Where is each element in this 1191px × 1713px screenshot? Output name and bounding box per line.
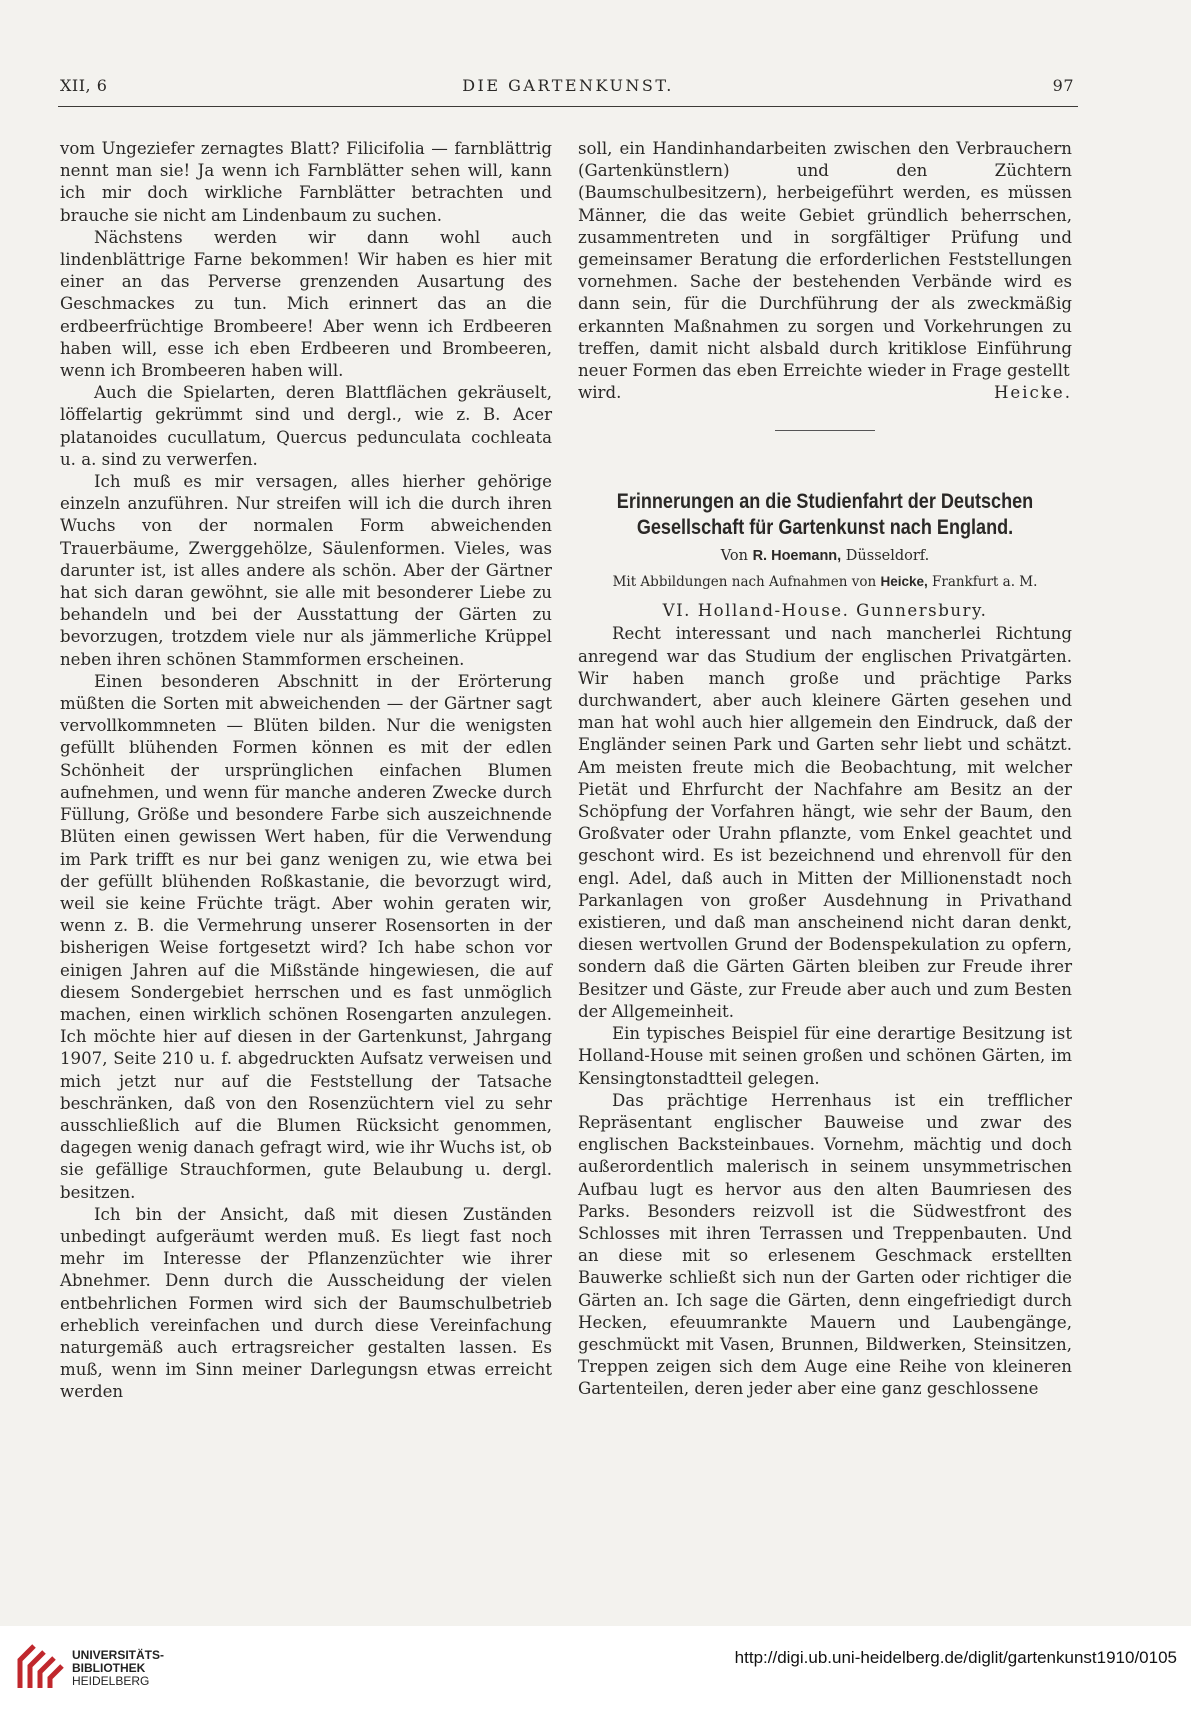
volume-number: XII, 6 <box>60 76 108 95</box>
paragraph: Ein typisches Beispiel für eine derartige Besitzung ist Holland-House mit seinen großen und schönen Gärten, im Kensingtonstadtteil gelegen. <box>578 1024 1072 1088</box>
running-header <box>58 72 1078 98</box>
paragraph: Das prächtige Herrenhaus ist ein trefflicher Repräsentant englischer Bauweise und zwar des englischen Backsteinbaues. Vornehm, mächtig und doch außerordentlich malerisch in seinem unsymmetrischen Aufbau lugt es hervor aus den alten Baumriesen des Parks. Besonders reizvoll ist die Südwestfront des Schlosses mit ihren Terrassen und Treppenbauten. Und an diese mit so erlesenem Geschmack erstellten Bauwerke schließt sich nun der Garten oder richtiger die Gärten an. Ich sage die Gärten, denn eingefriedigt durch Hecken, efeuumrankte Mauern und Laubengänge, geschmückt mit Vasen, Brunnen, Bildwerken, Steinsitzen, Treppen zeigen sich dem Auge eine Reihe von kleineren Gartenteilen, deren jeder aber eine ganz geschlossene <box>578 1090 1072 1399</box>
paragraph: Einen besonderen Abschnitt in der Erörterung müßten die Sorten mit abweichenden — der Gärtner sagt vervollkommneten — Blüten bilden. Nur die wenigsten gefüllt blühenden Formen können es mit der edlen Schönheit der ursprünglichen einfachen Blumen aufnehmen, und wenn für manche anderen Zwecke durch Füllung, Größe und besondere Farbe sich auszeichnende Blüten einen gewissen Wert haben, für die Verwendung im Park trifft es nur bei ganz wenigen zu, wie etwa bei der gefüllt blühenden Roßkastanie, die bevorzugt wird, weil sie keine Früchte trägt. Aber wohin geraten wir, wenn z. B. die Vermehrung unserer Rosensorten in der bisherigen Weise fortgesetzt wird? Ich habe schon vor einigen Jahren auf die Mißstände hingewiesen, die auf diesem Sondergebiet herrschen und es fast unmöglich machen, einen wirklich schönen Rosengarten anzulegen. Ich möchte hier auf diesen in der Gartenkunst, Jahrgang 1907, Seite 210 u. f. abgedruckten Aufsatz verweisen und mich jetzt nur auf die Feststellung der Tatsache beschränken, daß von den Rosenzüchtern viel zu sehr ausschließlich auf die Blumen Rücksicht genommen, dagegen wenig danach gefragt wird, wie ihr Wuchs ist, ob sie gefällige Strauchformen, gute Belaubung u. dergl. besitzen. <box>60 671 552 1202</box>
university-library-logo <box>12 1638 70 1696</box>
paragraph: Auch die Spielarten, deren Blattflächen gekräuselt, löffelartig gekrümmt sind und dergl., wie z. B. Acer platanoides cucullatum, Quercus pedunculata cochleata u. a. sind zu verwerfen. <box>60 383 552 469</box>
paragraph: soll, ein Handinhandarbeiten zwischen den Verbrauchern (Gartenkünstlern) und den Züchtern (Baumschulbesitzern), herbeigeführt werden, es müssen Männer, die das weite Gebiet gründlich beherrschen, zusammentreten und in sorgfältiger Prüfung und gemeinsamer Beratung die erforderlichen Feststellungen vornehmen. Sache der bestehenden Verbände wird es dann sein, für die Durchführung der als zweckmäßig erkannten Maßnahmen zu sorgen und Vorkehrungen zu treffen, damit nicht alsbald durch kritiklose Einführung neuer Formen das eben Erreichte wieder in Frage gestellt <box>578 139 1072 381</box>
section-separator <box>775 430 875 431</box>
paragraph: Ich bin der Ansicht, daß mit diesen Zuständen unbedingt aufgeräumt werden muß. Es liegt fast noch mehr im Interesse der Pflanzenzüchter wie ihrer Abnehmer. Denn durch die Ausscheidung der vielen entbehrlichen Formen wird sich der Baumschulbetrieb erheblich vereinfachen und durch diese Vereinfachung naturgemäß auch ertragsreicher gestalten lassen. Es muß, wenn im Sinn meiner Darlegungsn etwas erreicht werden <box>60 1204 552 1402</box>
illustration-author: Heicke, <box>880 574 928 590</box>
library-name <box>72 1649 164 1688</box>
library-name-line: BIBLIOTHEK <box>72 1661 146 1675</box>
library-name-line: HEIDELBERG <box>72 1674 150 1688</box>
signature-line <box>578 382 1072 404</box>
article-title-line: Gesellschaft für Gartenkunst nach England. <box>636 516 1014 540</box>
paragraph: Ich muß es mir versagen, alles hierher gehörige einzeln anzuführen. Nur streifen will ich die durch ihren Wuchs von der normalen Form abweichenden Trauerbäume, Zwerggehölze, Säulenformen. Vieles, was darunter ist, ist alles andere als schön. Aber der Gärtner hat sich daran gewöhnt, sie alle mit besonderer Liebe zu behandeln und bei der Ausstattung der Gärten zu bevorzugen, trotzdem viele nur als jämmerliche Krüppel neben ihren schönen Stammformen erscheinen. <box>60 472 552 669</box>
byline-prefix: Von <box>720 548 748 565</box>
page-number: 97 <box>1052 76 1074 95</box>
article-title <box>613 489 1038 541</box>
library-footer <box>0 1626 1191 1713</box>
article-title-line: Erinnerungen an die Studienfahrt der Deutschen <box>616 490 1034 514</box>
illustration-place: Frankfurt a. M. <box>932 574 1038 591</box>
illustration-prefix: Mit Abbildungen nach Aufnahmen von <box>612 574 877 591</box>
journal-title: DIE GARTENKUNST. <box>462 76 674 95</box>
header-rule <box>58 106 1078 107</box>
author-place: Düsseldorf. <box>845 548 930 565</box>
author-signature: Heicke. <box>993 383 1072 403</box>
closing-word: wird. <box>578 383 622 403</box>
right-column <box>578 138 1072 1401</box>
section-heading: VI. Holland-House. Gunnersbury. <box>662 601 988 621</box>
paragraph: Nächstens werden wir dann wohl auch lindenblättrige Farne bekommen! Wir haben es hier mit einer an das Perverse grenzenden Ausartung des Geschmackes zu tun. Mich erinnert das an die erdbeerfrüchtige Brombeere! Aber wenn ich Erdbeeren haben will, esse ich eben Erdbeeren und Brombeeren, wenn ich Brombeeren haben will. <box>60 227 552 381</box>
paragraph: Recht interessant und nach mancherlei Richtung anregend war das Studium der englischen Privatgärten. Wir haben manch große und prächtige Parks durchwandert, aber auch kleinere Gärten gesehen und man hat wohl auch hier allgemein den Eindruck, daß der Engländer seinen Park und Garten sehr liebt und schätzt. Am meisten freute mich die Beobachtung, mit welcher Pietät und Ehrfurcht der Nachfahre am Besitz an der Schöpfung der Vorfahren hängt, wie sehr der Baum, den Großvater oder Urahn pflanzte, vom Enkel geachtet und geschont wird. Es ist bezeichnend und ehrenvoll für den engl. Adel, daß auch in Mitten der Millionenstadt noch Parkanlagen von großer Ausdehnung in Privathand existieren, und daß man anscheinend nicht daran denkt, diesen wertvollen Grund der Bodenspekulation zu opfern, sondern daß die Gärten Gärten bleiben zur Freude ihrer Besitzer und Gäste, zur Freude aber auch und zum Besten der Allgemeinheit. <box>578 624 1072 1021</box>
source-url[interactable]: http://digi.ub.uni-heidelberg.de/diglit/gartenkunst1910/0105 <box>734 1648 1177 1667</box>
paragraph: vom Ungeziefer zernagtes Blatt? Filicifolia — farnblättrig nennt man sie! Ja wenn ich Farnblätter sehen will, kann ich mir doch wirkliche Farnblätter betrachten und brauche sie nicht am Lindenbaum zu suchen. <box>60 139 552 225</box>
illustration-credit <box>578 571 1072 593</box>
left-column <box>60 138 552 1404</box>
author-name: R. Hoemann, <box>752 548 842 565</box>
library-name-line: UNIVERSITÄTS- <box>72 1648 165 1662</box>
byline <box>578 545 1072 567</box>
